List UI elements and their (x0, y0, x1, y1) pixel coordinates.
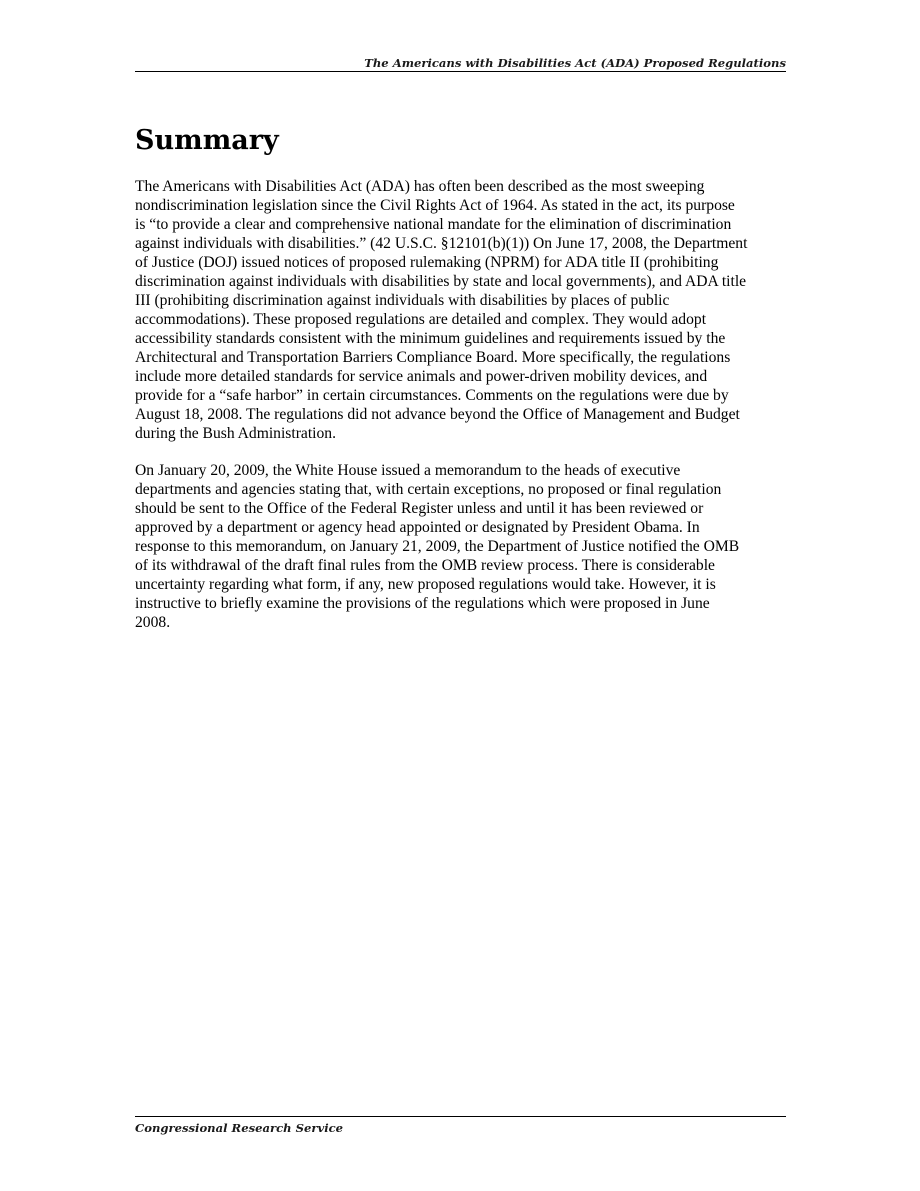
header-divider (135, 71, 786, 72)
paragraph-line: against individuals with disabilities.” (42 U.S.C. §12101(b)(1)) On June 17, 2008, the Department (135, 235, 748, 252)
paragraph-line: discrimination against individuals with disabilities by state and local governments), and ADA title (135, 273, 747, 290)
paragraph-line: Architectural and Transportation Barriers Compliance Board. More specifically, the regulations (135, 349, 731, 366)
paragraph-line: The Americans with Disabilities Act (ADA) has often been described as the most sweeping (135, 178, 705, 195)
paragraph-line: during the Bush Administration. (135, 425, 336, 442)
paragraph-line: On January 20, 2009, the White House issued a memorandum to the heads of executive (135, 462, 681, 479)
paragraph-line: uncertainty regarding what form, if any, new proposed regulations would take. However, it is (135, 576, 716, 593)
paragraph-line: approved by a department or agency head appointed or designated by President Obama. In (135, 519, 700, 536)
paragraph-line: provide for a “safe harbor” in certain circumstances. Comments on the regulations were due by (135, 387, 729, 404)
paragraph-line: accommodations). These proposed regulations are detailed and complex. They would adopt (135, 311, 707, 328)
paragraph-line: is “to provide a clear and comprehensive national mandate for the elimination of discrimination (135, 216, 732, 233)
paragraph-line: of its withdrawal of the draft final rules from the OMB review process. There is considerable (135, 557, 715, 574)
paragraph-line: 2008. (135, 614, 171, 631)
paragraph-summary-2 (135, 461, 786, 632)
footer-source: Congressional Research Service (135, 1121, 344, 1135)
paragraph-line: include more detailed standards for service animals and power-driven mobility devices, and (135, 368, 708, 385)
paragraph-line: accessibility standards consistent with the minimum guidelines and requirements issued by the (135, 330, 726, 347)
running-header: The Americans with Disabilities Act (ADA) Proposed Regulations (364, 56, 786, 70)
paragraph-line: should be sent to the Office of the Federal Register unless and until it has been reviewed or (135, 500, 704, 517)
paragraph-line: nondiscrimination legislation since the Civil Rights Act of 1964. As stated in the act, its purpose (135, 197, 735, 214)
paragraph-line: response to this memorandum, on January 21, 2009, the Department of Justice notified the OMB (135, 538, 740, 555)
paragraph-line: III (prohibiting discrimination against individuals with disabilities by places of public (135, 292, 670, 309)
paragraph-line: departments and agencies stating that, with certain exceptions, no proposed or final regulation (135, 481, 722, 498)
footer-divider (135, 1116, 786, 1117)
paragraph-line: of Justice (DOJ) issued notices of proposed rulemaking (NPRM) for ADA title II (prohibiting (135, 254, 719, 271)
paragraph-line: August 18, 2008. The regulations did not advance beyond the Office of Management and Budget (135, 406, 740, 423)
paragraph-summary-1 (135, 177, 786, 443)
paragraph-line: instructive to briefly examine the provisions of the regulations which were proposed in June (135, 595, 710, 612)
page-title: Summary (135, 125, 279, 156)
